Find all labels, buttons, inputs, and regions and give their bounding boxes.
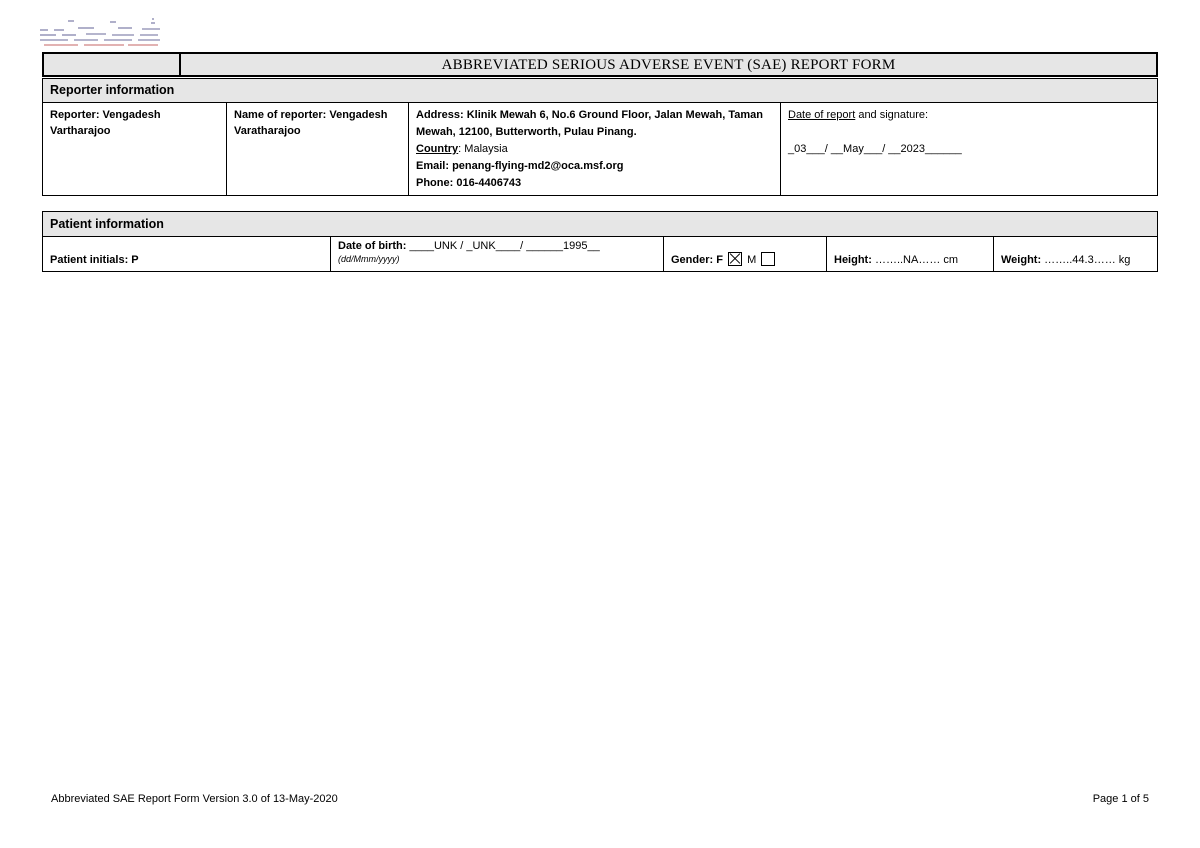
title-left-cell <box>44 54 181 75</box>
height-label: Height: <box>834 254 872 266</box>
weight-cell <box>994 237 1157 271</box>
weight-field <box>1001 254 1130 266</box>
reporter-address: Address: Klinik Mewah 6, No.6 Ground Floor, Jalan Mewah, Taman Mewah, 12100, Butterworth, Pulau Pinang. <box>416 109 763 138</box>
weight-label: Weight: <box>1001 254 1042 266</box>
dob-label: Date of birth: <box>338 240 407 252</box>
gender-field <box>671 252 777 266</box>
form-title: ABBREVIATED SERIOUS ADVERSE EVENT (SAE) REPORT FORM <box>181 54 1156 75</box>
reporter-email: Email: penang-flying-md2@oca.msf.org <box>416 160 624 172</box>
country-value: : Malaysia <box>458 143 508 155</box>
report-date-value[interactable]: _03___/ __May___/ __2023______ <box>788 143 962 155</box>
gender-cell <box>664 237 827 271</box>
dob-value[interactable]: ____UNK / _UNK____/ ______1995__ <box>406 240 600 252</box>
reporter-phone: Phone: 016-4406743 <box>416 177 522 189</box>
date-of-birth-cell <box>331 237 664 271</box>
height-cell <box>827 237 994 271</box>
date-of-report-label: Date of report <box>788 109 856 121</box>
signature-label: and signature: <box>855 109 929 121</box>
reporter-name-cell <box>227 103 409 195</box>
country-label: Country <box>416 143 459 155</box>
gender-female-checkbox[interactable] <box>728 252 742 266</box>
reporter-section-title: Reporter information <box>43 79 1157 103</box>
footer-version: Abbreviated SAE Report Form Version 3.0 of 13-May-2020 <box>51 793 338 805</box>
patient-information-section <box>42 211 1158 272</box>
height-field <box>834 254 958 266</box>
gender-m-label: M <box>747 254 757 266</box>
form-title-bar <box>42 52 1158 77</box>
reporter-value: Reporter: Vengadesh Vartharajoo <box>50 109 161 137</box>
reporter-name-value: Name of reporter: Vengadesh Varatharajoo <box>234 109 388 137</box>
organization-logo <box>38 17 162 51</box>
patient-initials-cell <box>43 237 331 271</box>
height-value[interactable]: ……..NA…… cm <box>871 254 959 266</box>
report-date-cell <box>781 103 1157 195</box>
patient-section-title: Patient information <box>43 212 1157 237</box>
reporter-information-section <box>42 78 1158 196</box>
reporter-country <box>416 141 773 158</box>
gender-male-checkbox[interactable] <box>761 252 775 266</box>
patient-initials[interactable]: Patient initials: P <box>50 254 139 266</box>
reporter-cell <box>43 103 227 195</box>
gender-label: Gender: F <box>671 254 723 266</box>
report-date-label <box>788 107 1150 123</box>
reporter-contact-cell <box>409 103 781 195</box>
footer-page-number: Page 1 of 5 <box>1092 793 1149 805</box>
weight-value[interactable]: ……..44.3…… kg <box>1041 254 1131 266</box>
dob-format-hint: (dd/Mmm/yyyy) <box>338 254 400 264</box>
